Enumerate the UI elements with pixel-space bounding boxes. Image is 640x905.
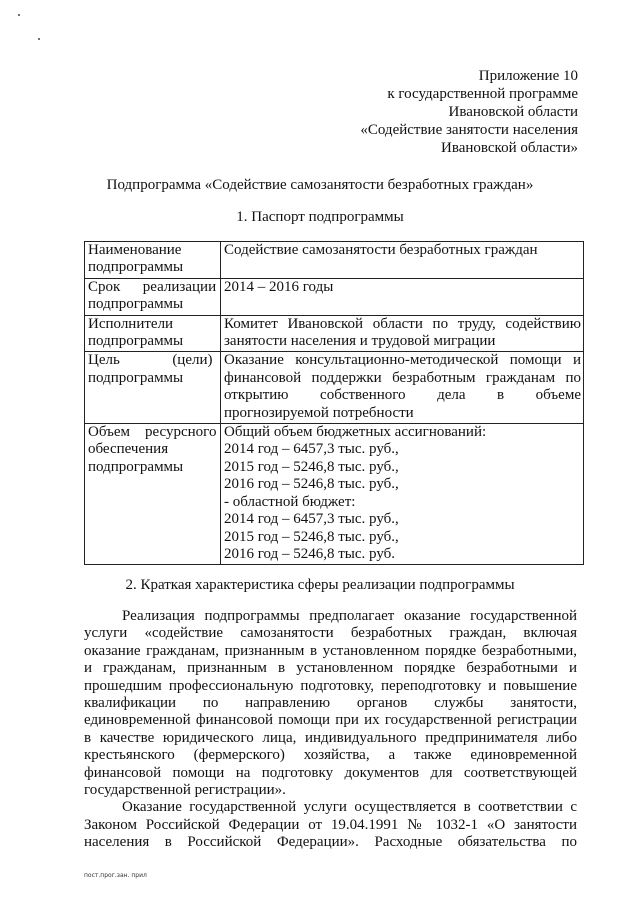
label-text: Объем ресурсного (88, 424, 217, 441)
appendix-line: Ивановской области (448, 104, 578, 120)
appendix-line: «Содействие занятости населения (360, 122, 578, 138)
table-row (85, 242, 584, 279)
value-text: финансовой поддержки безработным гражданам по (224, 369, 581, 386)
body-line: финансовой помощи на подготовку документов для соответствующей (84, 764, 577, 781)
value-text: 2016 год – 5246,8 тыс. руб., (224, 476, 399, 493)
label-cell (85, 352, 221, 424)
value-text: 2014 – 2016 годы (224, 278, 334, 295)
body-line: в качестве юридического лица, индивидуального предпринимателя либо (84, 729, 577, 746)
section-heading-passport: 1. Паспорт подпрограммы (236, 209, 404, 225)
body-line: прошедшим профессиональную подготовку, переподготовку и повышение (84, 677, 577, 694)
table-row (85, 315, 584, 352)
table-row (85, 424, 584, 565)
passport-table (84, 241, 584, 565)
value-text: 2016 год – 5246,8 тыс. руб. (224, 545, 396, 562)
footer-file-note: пост.прог.зан. прил (84, 872, 147, 879)
body-line: Реализация подпрограммы предполагает оказание государственной (122, 608, 577, 624)
label-text: подпрограммы (88, 296, 184, 313)
value-text: 2015 год – 5246,8 тыс. руб., (224, 528, 399, 545)
value-text: - областной бюджет: (224, 493, 356, 510)
body-line: и гражданам, признанным в установленном порядке безработными и (84, 660, 577, 677)
value-cell (221, 352, 584, 424)
label-cell (85, 278, 221, 315)
value-cell (221, 278, 584, 315)
appendix-line: Приложение 10 (478, 68, 578, 84)
value-cell (221, 242, 584, 279)
value-text: открытию собственного дела в объеме (224, 387, 581, 404)
section-heading-characteristics: 2. Краткая характеристика сферы реализации подпрограммы (125, 577, 515, 593)
body-line: крестьянского (фермерского) хозяйства, а также единовременной (84, 747, 577, 764)
label-cell (85, 242, 221, 279)
value-text: Оказание консультационно-методической помощи и (224, 352, 581, 369)
value-cell (221, 315, 584, 352)
label-text: Срок реализации (88, 278, 217, 295)
body-line: единовременной финансовой помощи при их государственной регистрации (84, 712, 577, 729)
label-text: подпрограммы (88, 458, 184, 475)
scan-speck (18, 14, 20, 16)
appendix-line: Ивановской области» (441, 140, 578, 156)
body-line: квалификации по направлению органов службы занятости, (84, 694, 577, 711)
label-text: Цель (цели) (88, 352, 213, 369)
value-text: 2015 год – 5246,8 тыс. руб., (224, 458, 399, 475)
value-text: 2014 год – 6457,3 тыс. руб., (224, 441, 399, 458)
body-line: Оказание государственной услуги осуществляется в соответствии с (122, 799, 577, 816)
table-row (85, 278, 584, 315)
subprogram-title: Подпрограмма «Содействие самозанятости безработных граждан» (106, 177, 534, 193)
value-text: занятости населения и трудовой миграции (224, 333, 496, 350)
value-text: Общий объем бюджетных ассигнований: (224, 424, 487, 441)
value-cell (221, 424, 584, 565)
label-cell (85, 315, 221, 352)
label-text: обеспечения (88, 441, 169, 458)
body-line: населения в Российской Федерации». Расходные обязательства по (84, 834, 577, 851)
value-text: прогнозируемой потребности (224, 404, 414, 421)
appendix-header (360, 67, 578, 157)
body-line: государственной регистрации». (84, 781, 286, 798)
blank-line (224, 259, 581, 276)
body-line: услуги «содействие самозанятости безработных граждан, включая (84, 625, 577, 642)
label-text: Наименование (88, 242, 182, 258)
value-text: Содействие самозанятости безработных граждан (224, 242, 538, 258)
label-cell (85, 424, 221, 565)
label-text: подпрограммы (88, 333, 184, 350)
body-paragraphs (84, 608, 577, 851)
label-text: подпрограммы (88, 259, 184, 276)
scan-speck (38, 38, 40, 40)
body-line: оказание гражданам, признанным в установленном порядке безработными, (84, 642, 577, 659)
value-text: 2014 год – 6457,3 тыс. руб., (224, 511, 399, 528)
table-row (85, 352, 584, 424)
label-text: Исполнители (88, 315, 174, 332)
value-text: Комитет Ивановской области по труду, содействию (224, 315, 581, 332)
label-text: подпрограммы (88, 369, 184, 386)
body-line: Законом Российской Федерации от 19.04.1991 № 1032-1 «О занятости (84, 816, 577, 833)
appendix-line: к государственной программе (387, 86, 578, 102)
